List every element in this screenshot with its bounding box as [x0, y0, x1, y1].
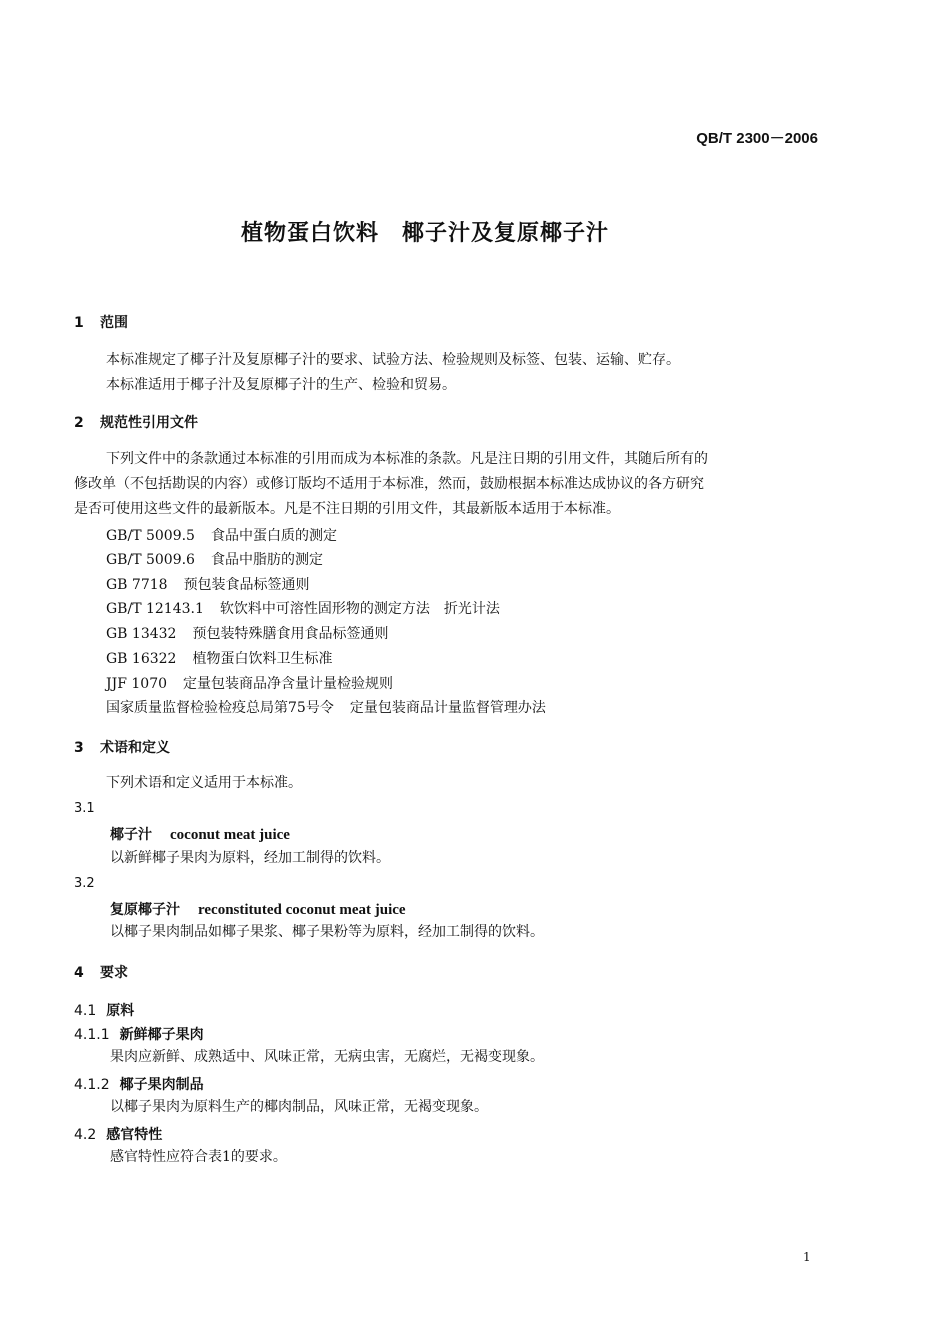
- reference-item: GB/T 5009.6 食品中脂肪的测定: [106, 552, 323, 568]
- reference-item: 国家质量监督检验检疫总局第75号令 定量包装商品计量监督管理办法: [106, 700, 546, 716]
- section-4-1-heading: 4.1 原料: [74, 1003, 135, 1019]
- section-4-2-heading: 4.2 感官特性: [74, 1127, 163, 1143]
- section-4-heading: 4 要求: [74, 965, 128, 981]
- section-3-heading: 3 术语和定义: [74, 740, 170, 756]
- term-3-1: 椰子汁 coconut meat juice: [110, 827, 290, 843]
- section-4-2-text: 感官特性应符合表1的要求。: [110, 1149, 287, 1165]
- term-3-1-definition: 以新鲜椰子果肉为原料，经加工制得的饮料。: [110, 850, 390, 866]
- reference-item: GB/T 5009.5 食品中蛋白质的测定: [106, 528, 337, 544]
- term-3-2: 复原椰子汁 reconstituted coconut meat juice: [110, 902, 406, 918]
- section-1-para-1: 本标准规定了椰子汁及复原椰子汁的要求、试验方法、检验规则及标签、包装、运输、贮存。: [106, 352, 680, 368]
- section-4-1-2-heading: 4.1.2 椰子果肉制品: [74, 1077, 204, 1093]
- section-3-intro: 下列术语和定义适用于本标准。: [106, 775, 302, 791]
- term-3-2-number: 3.2: [74, 876, 95, 891]
- section-1-para-2: 本标准适用于椰子汁及复原椰子汁的生产、检验和贸易。: [106, 377, 456, 393]
- term-3-2-definition: 以椰子果肉制品如椰子果浆、椰子果粉等为原料，经加工制得的饮料。: [110, 924, 544, 940]
- page-number: 1: [803, 1250, 811, 1264]
- document-title: 植物蛋白饮料 椰子汁及复原椰子汁: [241, 221, 610, 246]
- section-2-heading: 2 规范性引用文件: [74, 415, 198, 431]
- standard-code: QB/T 2300－2006: [696, 130, 818, 147]
- reference-item: GB 13432 预包装特殊膳食用食品标签通则: [106, 626, 389, 642]
- reference-item: GB 16322 植物蛋白饮料卫生标准: [106, 651, 333, 667]
- section-2-intro-line-3: 是否可使用这些文件的最新版本。凡是不注日期的引用文件，其最新版本适用于本标准。: [74, 501, 620, 517]
- section-2-intro-line-1: 下列文件中的条款通过本标准的引用而成为本标准的条款。凡是注日期的引用文件，其随后所有的: [106, 451, 708, 467]
- reference-item: JJF 1070 定量包装商品净含量计量检验规则: [106, 676, 394, 692]
- reference-item: GB 7718 预包装食品标签通则: [106, 577, 310, 593]
- section-4-1-1-text: 果肉应新鲜、成熟适中、风味正常，无病虫害，无腐烂，无褐变现象。: [110, 1049, 544, 1065]
- term-3-1-number: 3.1: [74, 801, 95, 816]
- section-4-1-1-heading: 4.1.1 新鲜椰子果肉: [74, 1027, 204, 1043]
- reference-item: GB/T 12143.1 软饮料中可溶性固形物的测定方法 折光计法: [106, 601, 500, 617]
- section-4-1-2-text: 以椰子果肉为原料生产的椰肉制品，风味正常，无褐变现象。: [110, 1099, 488, 1115]
- section-2-intro-line-2: 修改单（不包括勘误的内容）或修订版均不适用于本标准，然而，鼓励根据本标准达成协议的各方研究: [74, 476, 704, 492]
- section-1-heading: 1 范围: [74, 315, 128, 331]
